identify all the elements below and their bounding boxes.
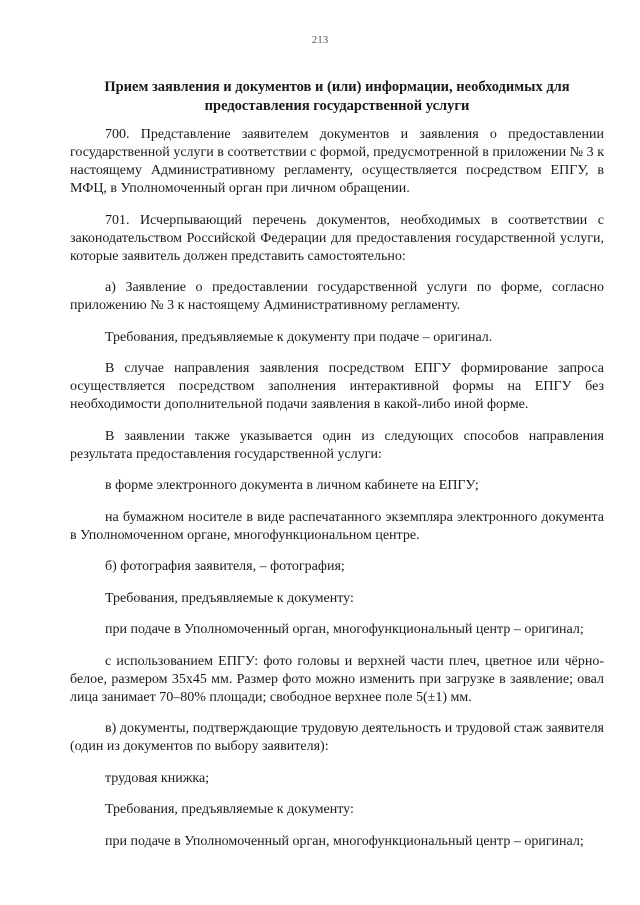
paragraph-700: 700. Представление заявителем документов и заявления о предоставлении государственной услуги в соответствии с формой, предусмотренной в приложении № 3 к настоящему Административному регламенту, осуществляется посредством ЕПГУ, в МФЦ, в Уполномоченный орган при личном обращении. (70, 127, 604, 196)
photo-requirements-heading: Требования, предъявляемые к документу: (105, 590, 354, 606)
work-book-in-person-original: при подаче в Уполномоченный орган, многофункциональный центр – оригинал; (105, 833, 584, 849)
delivery-paper: на бумажном носителе в виде распечатанного экземпляра электронного документа в Уполномоченном органе, многофункциональном центре. (70, 509, 604, 543)
photo-epgu-spec: с использованием ЕПГУ: фото головы и верхней части плеч, цветное или чёрно-белое, размером 35x45 мм. Размер фото можно изменить при загрузке в заявление; овал лица занимает 70–80% площади; свободное верхнее поле 5(±1) мм. (70, 653, 604, 705)
result-delivery-methods: В заявлении также указывается один из следующих способов направления результата предоставления государственной услуги: (70, 428, 604, 462)
delivery-electronic: в форме электронного документа в личном кабинете на ЕПГУ; (105, 478, 479, 493)
page-number: 213 (311, 34, 329, 46)
photo-in-person-original: при подаче в Уполномоченный орган, многофункциональный центр – оригинал; (105, 622, 584, 637)
work-book-requirements-heading: Требования, предъявляемые к документу: (105, 802, 354, 817)
item-b-photo: б) фотография заявителя, – фотография; (105, 559, 345, 574)
item-a-application: а) Заявление о предоставлении государственной услуги по форме, согласно приложению № 3 к настоящему Административному регламенту. (70, 280, 604, 313)
item-c-work-documents: в) документы, подтверждающие трудовую деятельность и трудовой стаж заявителя (один из документов по выбору заявителя): (70, 721, 604, 754)
section-title: Прием заявления и документов и (или) информации, необходимых для предоставления государственной услуги (104, 79, 570, 114)
epgu-submission-note: В случае направления заявления посредством ЕПГУ формирование запроса осуществляется посредством заполнения интерактивной формы на ЕПГУ без необходимости дополнительной подачи заявления в какой-либо иной форме. (70, 361, 604, 412)
paragraph-701: 701. Исчерпывающий перечень документов, необходимых в соответствии с законодательством Российской Федерации для предоставления государственной услуги, которые заявитель должен представить самостоятельно: (70, 212, 604, 264)
work-book: трудовая книжка; (105, 770, 210, 786)
document-body (70, 126, 604, 864)
requirements-original: Требования, предъявляемые к документу при подаче – оригинал. (105, 329, 493, 345)
